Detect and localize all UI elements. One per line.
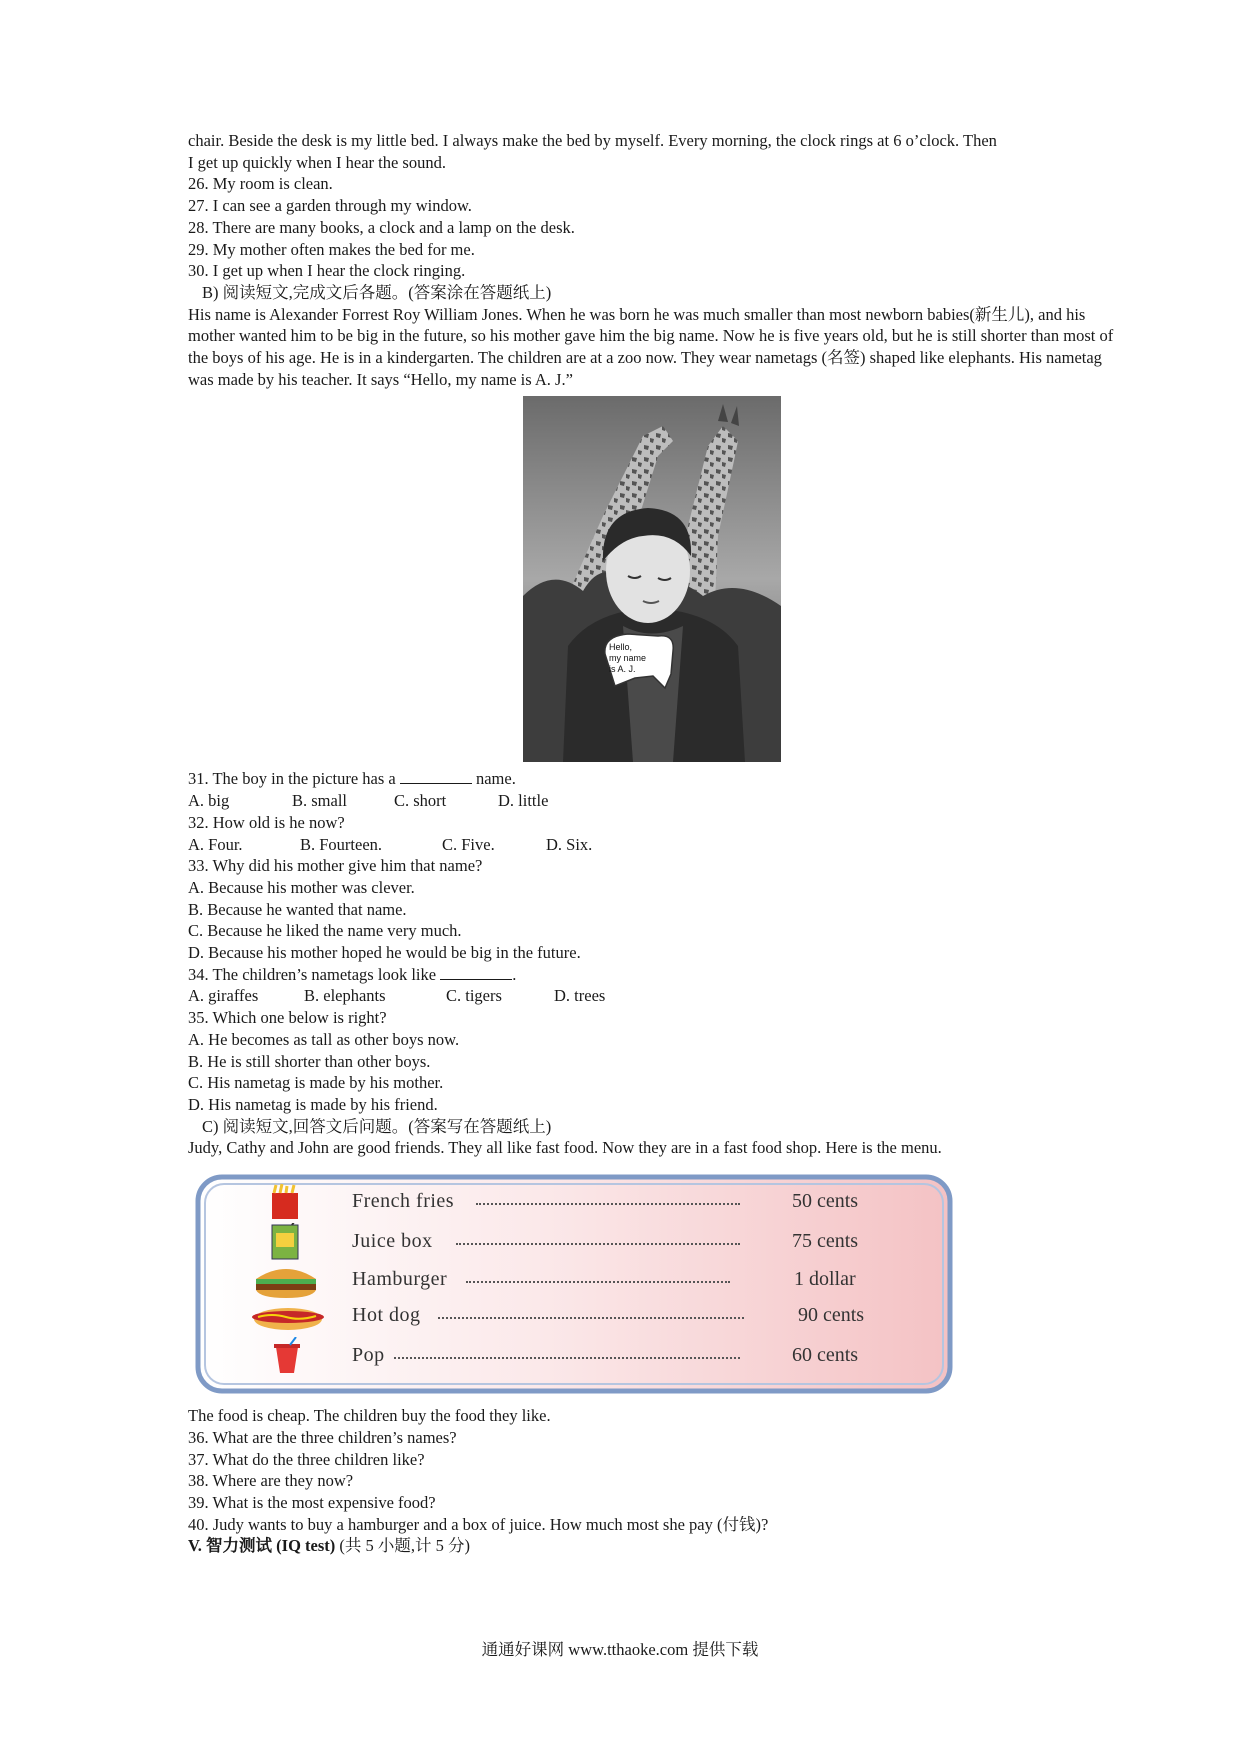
dot-leader [456, 1243, 740, 1245]
question-stem-end: . [512, 964, 517, 984]
statement-item: 26. My room is clean. [188, 174, 333, 194]
question-item: 40. Judy wants to buy a hamburger and a box of juice. How much most she pay (付钱)? [188, 1514, 769, 1534]
nametag-line-1: Hello, [609, 642, 633, 653]
true-false-statements [188, 173, 1118, 282]
juice-box-icon [252, 1223, 340, 1261]
pop-cup-icon [252, 1337, 340, 1375]
hot-dog-icon [252, 1297, 340, 1335]
question-item [188, 1007, 1118, 1116]
question-stem: 35. Which one below is right? [188, 1008, 387, 1028]
question-item: 37. What do the three children like? [188, 1449, 425, 1469]
option-b: B. He is still shorter than other boys. [188, 1051, 431, 1071]
section-c-heading: C) 阅读短文,回答文后问题。(答案写在答题纸上) [202, 1116, 552, 1136]
menu-item-price: 90 cents [798, 1304, 865, 1327]
menu-item [194, 1261, 954, 1301]
answer-blank [400, 769, 472, 784]
dot-leader [394, 1357, 740, 1359]
section-c-intro: Judy, Cathy and John are good friends. They all like fast food. Now they are in a fast food shop. Here is the menu. [188, 1138, 942, 1158]
statement-item: 30. I get up when I hear the clock ringing. [188, 261, 466, 281]
option-d: D. His nametag is made by his friend. [188, 1094, 438, 1114]
boy-at-zoo-illustration [188, 390, 1118, 768]
option-a: A. big [188, 791, 230, 811]
passage-a-end [188, 130, 1118, 173]
question-stem: 32. How old is he now? [188, 812, 345, 832]
option-a: A. He becomes as tall as other boys now. [188, 1029, 460, 1049]
questions-31-35 [188, 768, 1118, 1115]
question-stem-end: name. [475, 769, 516, 789]
passage-line: I get up quickly when I hear the sound. [188, 152, 446, 172]
section-v-number: V. [188, 1536, 202, 1556]
dot-leader [466, 1281, 730, 1283]
dot-leader [438, 1317, 744, 1319]
statement-item: 27. I can see a garden through my window. [188, 196, 472, 216]
question-item [188, 812, 1118, 855]
page-footer: 通通好课网 www.tthaoke.com 提供下载 [481, 1640, 759, 1659]
section-v-title: 智力测试 (IQ test) [206, 1536, 336, 1556]
question-item [188, 964, 1118, 1007]
questions-36-40 [188, 1427, 1118, 1536]
question-stem: 33. Why did his mother give him that name? [188, 856, 483, 876]
nametag-line-2: my name [609, 653, 647, 664]
exam-page [188, 130, 1118, 1557]
option-c: C. His nametag is made by his mother. [188, 1073, 444, 1093]
option-c: C. Because he liked the name very much. [188, 921, 462, 941]
option-d: D. Six. [546, 834, 593, 854]
section-b-heading: B) 阅读短文,完成文后各题。(答案涂在答题纸上) [202, 282, 552, 302]
option-a: A. Four. [188, 834, 243, 854]
menu-item [194, 1223, 954, 1263]
menu-item-name: Hot dog [352, 1304, 421, 1327]
question-stem-text: 34. The children’s nametags look like [188, 964, 437, 984]
menu-item-price: 1 dollar [794, 1268, 856, 1291]
question-item: 39. What is the most expensive food? [188, 1492, 436, 1512]
nametag-line-3: is A. J. [609, 664, 636, 675]
option-d: D. little [498, 791, 549, 811]
fast-food-menu [194, 1173, 954, 1395]
statement-item: 28. There are many books, a clock and a lamp on the desk. [188, 217, 575, 237]
menu-item-name: French fries [352, 1190, 455, 1213]
menu-item-price: 50 cents [792, 1190, 859, 1213]
boy-giraffes-picture [523, 396, 781, 762]
option-b: B. Because he wanted that name. [188, 899, 407, 919]
statement-item: 29. My mother often makes the bed for me. [188, 239, 475, 259]
option-d: D. trees [554, 986, 606, 1006]
option-c: C. Five. [442, 834, 495, 854]
section-c-after-menu: The food is cheap. The children buy the food they like. [188, 1406, 551, 1426]
option-row [188, 834, 1118, 856]
question-item: 38. Where are they now? [188, 1471, 354, 1491]
hamburger-icon [252, 1261, 340, 1299]
menu-item [194, 1183, 954, 1223]
section-v-heading [188, 1535, 1118, 1557]
menu-item [194, 1337, 954, 1377]
menu-item [194, 1297, 954, 1337]
question-stem [188, 964, 1118, 986]
menu-item-price: 75 cents [792, 1230, 859, 1253]
answer-blank [440, 965, 512, 980]
dot-leader [476, 1203, 740, 1205]
option-a: A. giraffes [188, 986, 259, 1006]
question-item: 36. What are the three children’s names? [188, 1427, 457, 1447]
option-c: C. short [394, 791, 447, 811]
option-row [188, 790, 1118, 812]
option-d: D. Because his mother hoped he would be big in the future. [188, 943, 581, 963]
menu-item-price: 60 cents [792, 1344, 859, 1367]
question-item [188, 855, 1118, 964]
option-a: A. Because his mother was clever. [188, 877, 415, 897]
menu-item-name: Hamburger [352, 1268, 448, 1291]
question-stem-text: 31. The boy in the picture has a [188, 769, 396, 789]
option-b: B. Fourteen. [300, 834, 383, 854]
section-v-note: (共 5 小题,计 5 分) [339, 1536, 471, 1556]
question-item [188, 768, 1118, 811]
section-b-passage: His name is Alexander Forrest Roy William Jones. When he was born he was much smaller than most newborn babies(新生儿), and his mother wanted him to be big in the future, so his mother gave him the big name. Now he is five years old, but he is still shorter than most of the boys of his age. He is in a kindergarten. The children are at a zoo now. They wear nametags (名签) shaped like elephants. His nametag was made by his teacher. It says “Hello, my name is A. J.” [188, 304, 1114, 389]
question-stem [188, 768, 1118, 790]
passage-line: chair. Beside the desk is my little bed. I always make the bed by myself. Every morning, the clock rings at 6 o’clock. Then [188, 131, 997, 150]
option-row [188, 985, 1118, 1007]
french-fries-icon [252, 1183, 340, 1221]
menu-item-name: Pop [352, 1344, 385, 1367]
option-c: C. tigers [446, 986, 502, 1006]
menu-item-name: Juice box [352, 1230, 433, 1253]
option-b: B. elephants [304, 986, 386, 1006]
option-b: B. small [292, 791, 348, 811]
